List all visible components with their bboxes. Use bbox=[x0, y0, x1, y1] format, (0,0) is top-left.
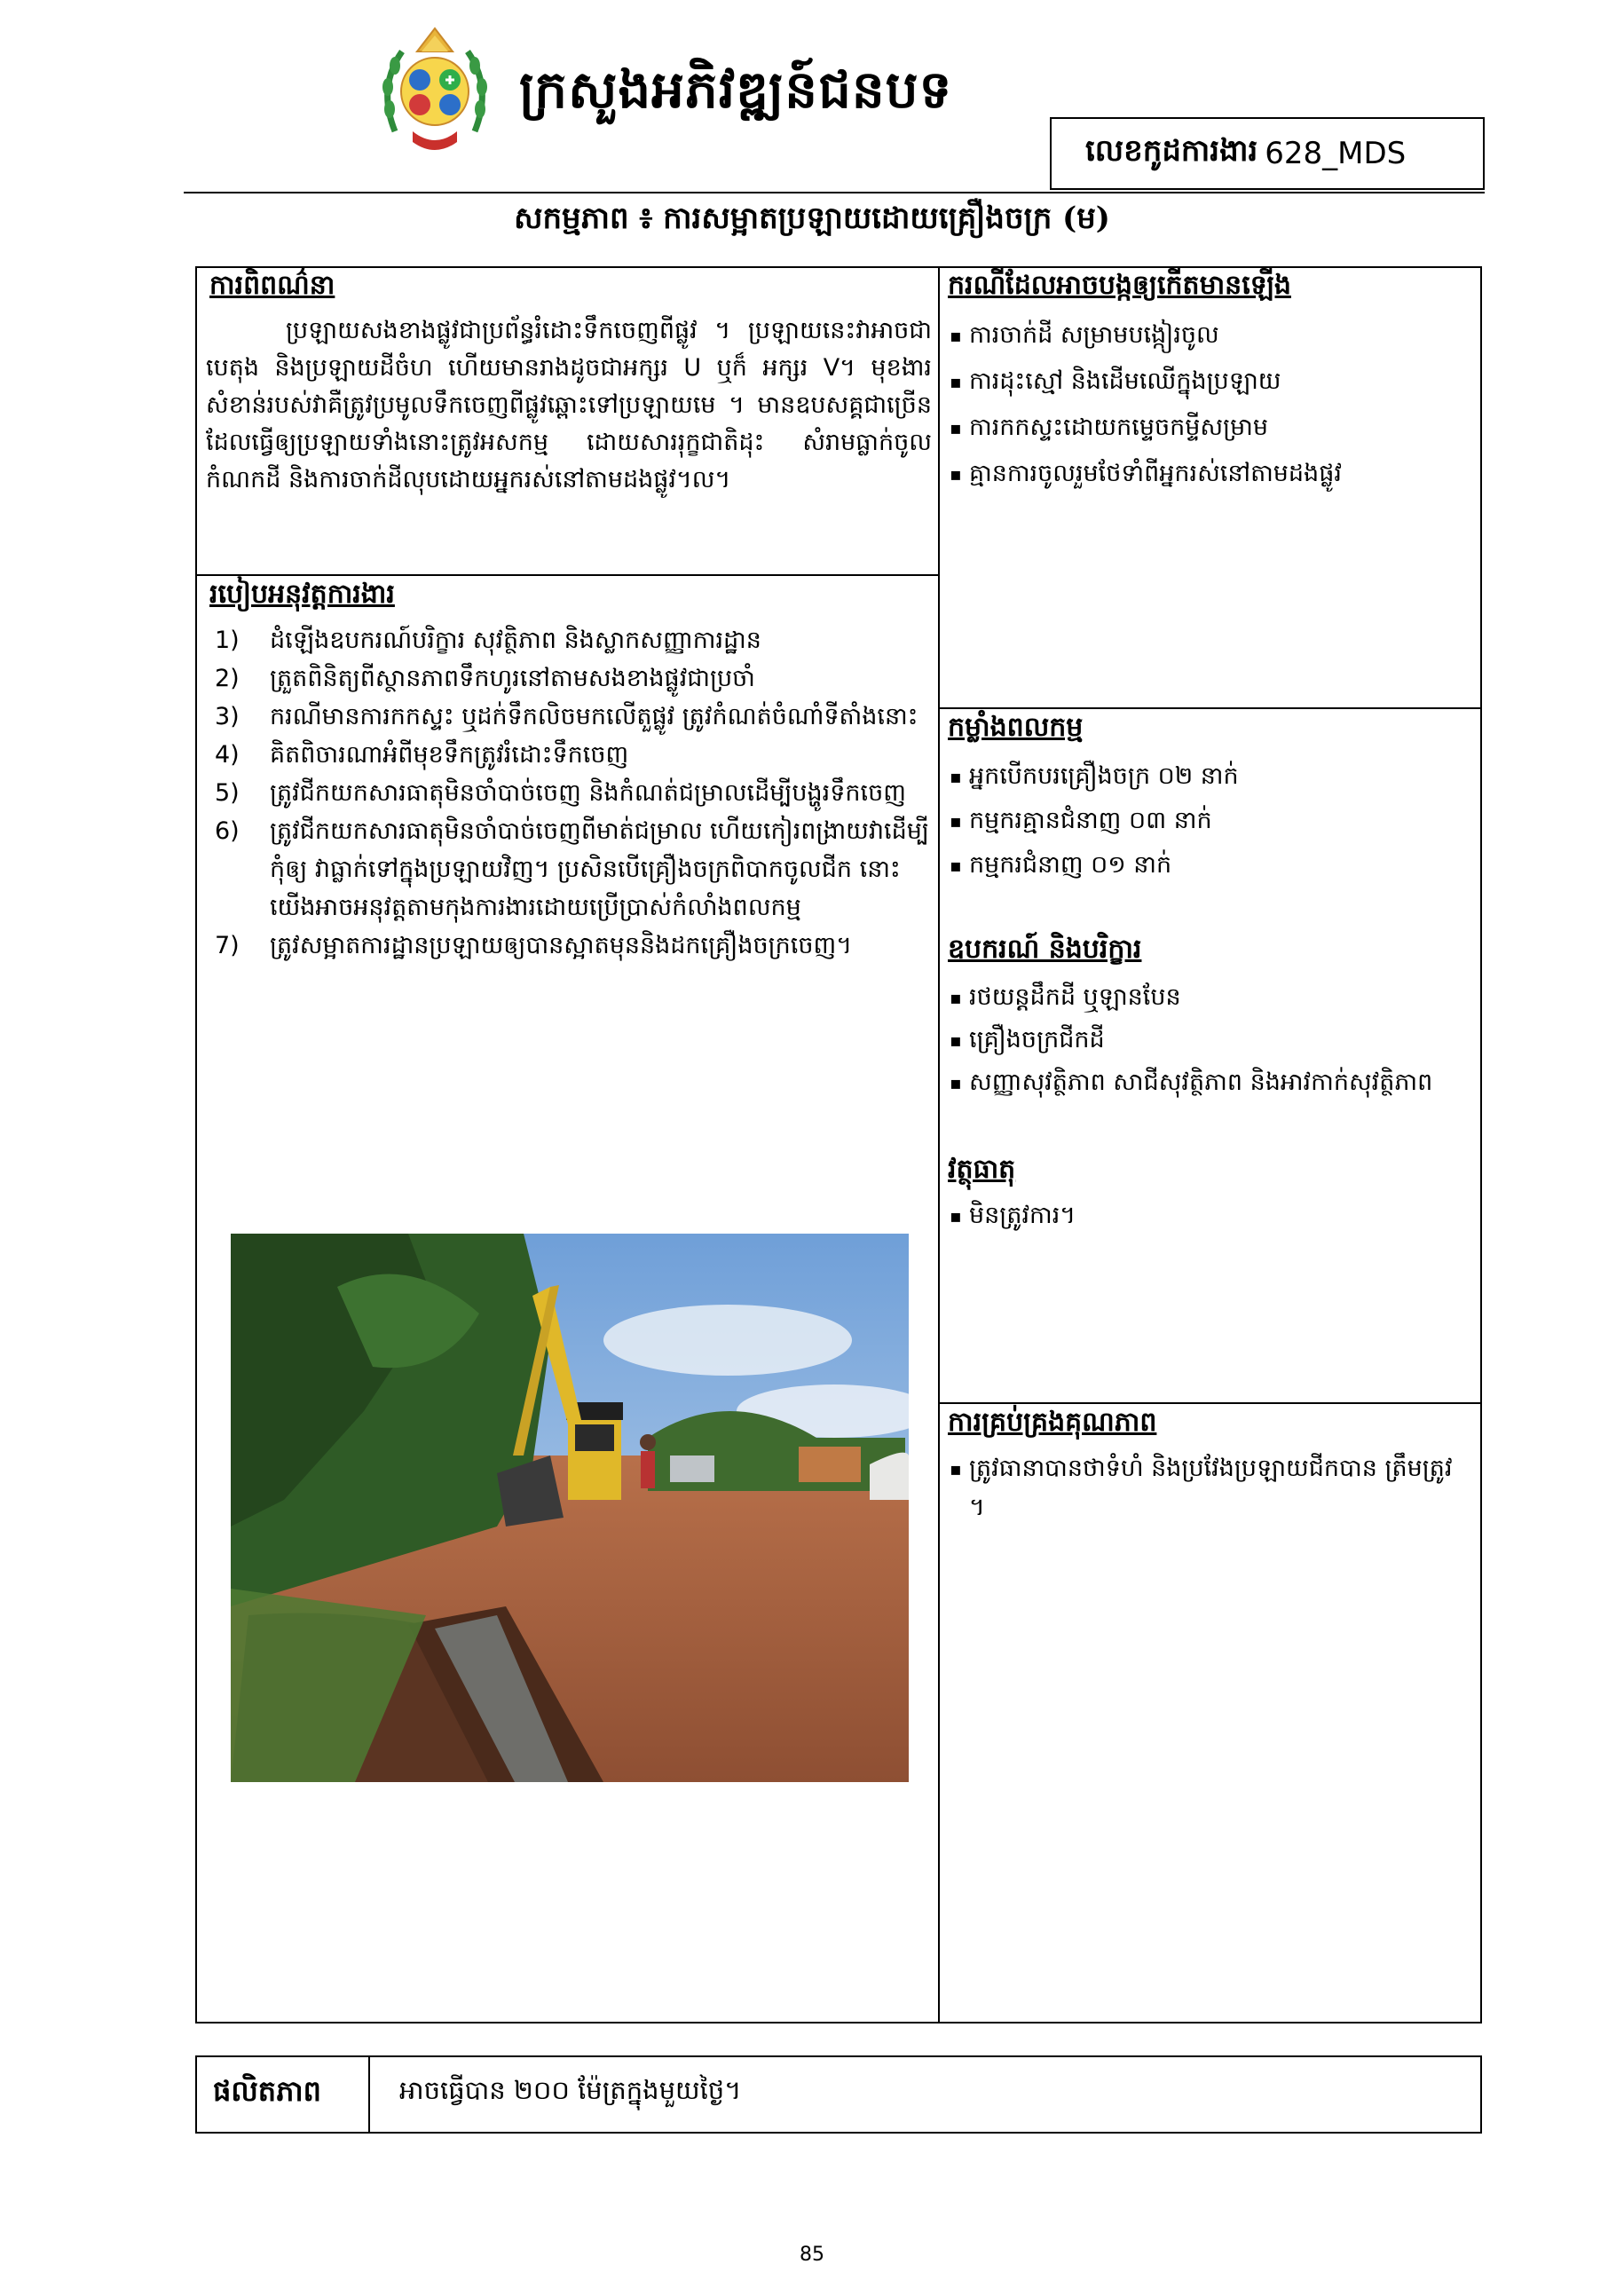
row-divider-resources bbox=[938, 1402, 1482, 1404]
ministry-title: ក្រសួងអភិវឌ្ឍន៍ជនបទ bbox=[519, 59, 953, 120]
row-divider-description bbox=[195, 574, 939, 576]
productivity-text: អាចធ្វើបាន ២០០ ម៉ែត្រក្នុងមួយថ្ងៃ។ bbox=[399, 2075, 742, 2105]
steps-list bbox=[201, 621, 930, 965]
equipment-heading: ឧបករណ៍ និងបរិក្ខារ bbox=[948, 934, 1142, 965]
step-item: 1) ដំឡើងឧបករណ៍បរិក្ខារ សុវត្ថិភាព និងស្លាកសញ្ញាការដ្ឋាន bbox=[215, 627, 761, 654]
risks-heading: ករណីដែលអាចបង្កឲ្យកើតមានឡើង bbox=[948, 270, 1291, 301]
equipment-list-wrapper bbox=[950, 976, 1473, 1104]
header-divider bbox=[184, 192, 1485, 193]
equipment-list bbox=[950, 976, 1473, 1104]
work-code-label: លេខកូដការងារ bbox=[1085, 133, 1258, 169]
row-divider-risks bbox=[938, 707, 1482, 709]
steps-heading: របៀបអនុវត្តការងារ bbox=[209, 579, 395, 610]
workforce-list bbox=[950, 754, 1473, 888]
workforce-heading: កម្លាំងពលកម្ម bbox=[948, 712, 1084, 743]
workforce-item: ▪ អ្នកបើកបរគ្រឿងចក្រ ០២ នាក់ bbox=[950, 762, 1239, 790]
productivity-box bbox=[195, 2055, 1482, 2134]
work-code-value: 628_MDS bbox=[1265, 136, 1407, 171]
ministry-logo-icon bbox=[377, 25, 493, 162]
step-item: 2) ត្រួតពិនិត្យពីស្ថានភាពទឹកហូរនៅតាមសងខាងផ្លូវជាប្រចាំ bbox=[215, 665, 755, 692]
materials-heading: វត្ថុធាតុ bbox=[948, 1154, 1016, 1185]
description-heading: ការពិពណ៌នា bbox=[209, 270, 335, 301]
description-body: ប្រឡាយសងខាងផ្លូវជាប្រព័ន្ធរំដោះទឹកចេញពីផ្លូវ ។ ប្រឡាយនេះវាអាចជាបេតុង និងប្រឡាយដីចំហ ហើយមានរាងដូចជាអក្សរ U ឬក៏ អក្សរ V។ មុខងារសំខាន់របស់វាគឺត្រូវប្រមូលទឹកចេញពីផ្លូវឆ្ពោះទៅប្រឡាយមេ ។ មានឧបសគ្គជាច្រើនដែលធ្វើឲ្យប្រឡាយទាំងនោះត្រូវអសកម្ម ដោយសាររុក្ខជាតិដុះ សំរាមធ្លាក់ចូល កំណកដី និងការចាក់ដីលុបដោយអ្នករស់នៅតាមដងផ្លូវ។ល។ bbox=[206, 317, 932, 493]
materials-item: ▪ មិនត្រូវការ។ bbox=[950, 1202, 1076, 1229]
page-number: 85 bbox=[800, 2244, 824, 2266]
quality-item: ▪ ត្រូវធានាបានថាទំហំ និងប្រវែងប្រឡាយជីកបាន ត្រឹមត្រូវ ។ bbox=[950, 1455, 1453, 1521]
steps-list-wrapper bbox=[201, 621, 930, 965]
workforce-list-wrapper bbox=[950, 754, 1473, 888]
risk-item: ▪ ការចាក់ដី សម្រាមបង្កៀរចូល bbox=[950, 321, 1219, 349]
productivity-divider bbox=[368, 2055, 370, 2134]
quality-list-wrapper bbox=[950, 1449, 1473, 1527]
work-code-box bbox=[1050, 117, 1485, 190]
equipment-item: ▪ គ្រឿងចក្រជីកដី bbox=[950, 1026, 1105, 1053]
equipment-item: ▪ សញ្ញាសុវត្ថិភាព សាជីសុវត្ថិភាព និងអាវកាក់សុវត្ថិភាព bbox=[950, 1069, 1433, 1096]
risk-item: ▪ ការដុះស្មៅ និងដើមឈើក្នុងប្រឡាយ bbox=[950, 367, 1281, 395]
description-text bbox=[206, 312, 932, 499]
risks-list bbox=[950, 312, 1473, 497]
excavator-ditch-photo bbox=[231, 1234, 909, 1782]
activity-title: សកម្មភាព ៖ ការសម្អាតប្រឡាយដោយគ្រឿងចក្រ (ម) bbox=[514, 201, 1110, 236]
workforce-item: ▪ កម្មករគ្មានជំនាញ ០៣ នាក់ bbox=[950, 807, 1212, 834]
materials-list bbox=[950, 1196, 1473, 1235]
step-item: 3) ករណីមានការកកស្ទះ ឬដក់ទឹកលិចមកលើតួផ្លូវ ត្រូវកំណត់ចំណាំទីតាំងនោះ bbox=[215, 703, 918, 730]
step-item: 4) គិតពិចារណាអំពីមុខទឹកត្រូវរំដោះទឹកចេញ bbox=[215, 741, 629, 769]
step-item: 5) ត្រូវជីកយកសារធាតុមិនចាំបាច់ចេញ និងកំណត់ជម្រាលដើម្បីបង្ហូរទឹកចេញ bbox=[215, 779, 906, 807]
materials-list-wrapper bbox=[950, 1196, 1473, 1235]
risk-item: ▪ គ្មានការចូលរួមថែទាំពីអ្នករស់នៅតាមដងផ្លូវ bbox=[950, 460, 1342, 487]
quality-heading: ការគ្រប់គ្រងគុណភាព bbox=[948, 1407, 1157, 1438]
productivity-label: ផលិតភាព bbox=[213, 2074, 321, 2108]
step-item: 6) ត្រូវជីកយកសារធាតុមិនចាំបាច់ចេញពីមាត់ជម្រាល ហើយកៀរពង្រាយវាដើម្បីកុំឲ្យ វាធ្លាក់ទៅក្នុងប្រឡាយវិញ។ ប្រសិនបើគ្រឿងចក្រពិបាកចូលជីក នោះយើងអាចអនុវត្តតាមកុងការងារដោយប្រើប្រាស់កំលាំងពលកម្ម bbox=[215, 817, 929, 921]
risks-list-wrapper bbox=[950, 312, 1473, 497]
equipment-item: ▪ រថយន្តដឹកដី ឬឡានបែន bbox=[950, 983, 1181, 1011]
risk-item: ▪ ការកកស្ទះដោយកម្ទេចកម្ទីសម្រាម bbox=[950, 414, 1268, 441]
quality-list bbox=[950, 1449, 1473, 1527]
step-item: 7) ត្រូវសម្អាតការដ្ឋានប្រឡាយឲ្យបានស្អាតមុននិងដកគ្រឿងចក្រចេញ។ bbox=[215, 932, 853, 959]
workforce-item: ▪ កម្មករជំនាញ ០១ នាក់ bbox=[950, 851, 1172, 879]
column-divider bbox=[938, 266, 940, 2024]
